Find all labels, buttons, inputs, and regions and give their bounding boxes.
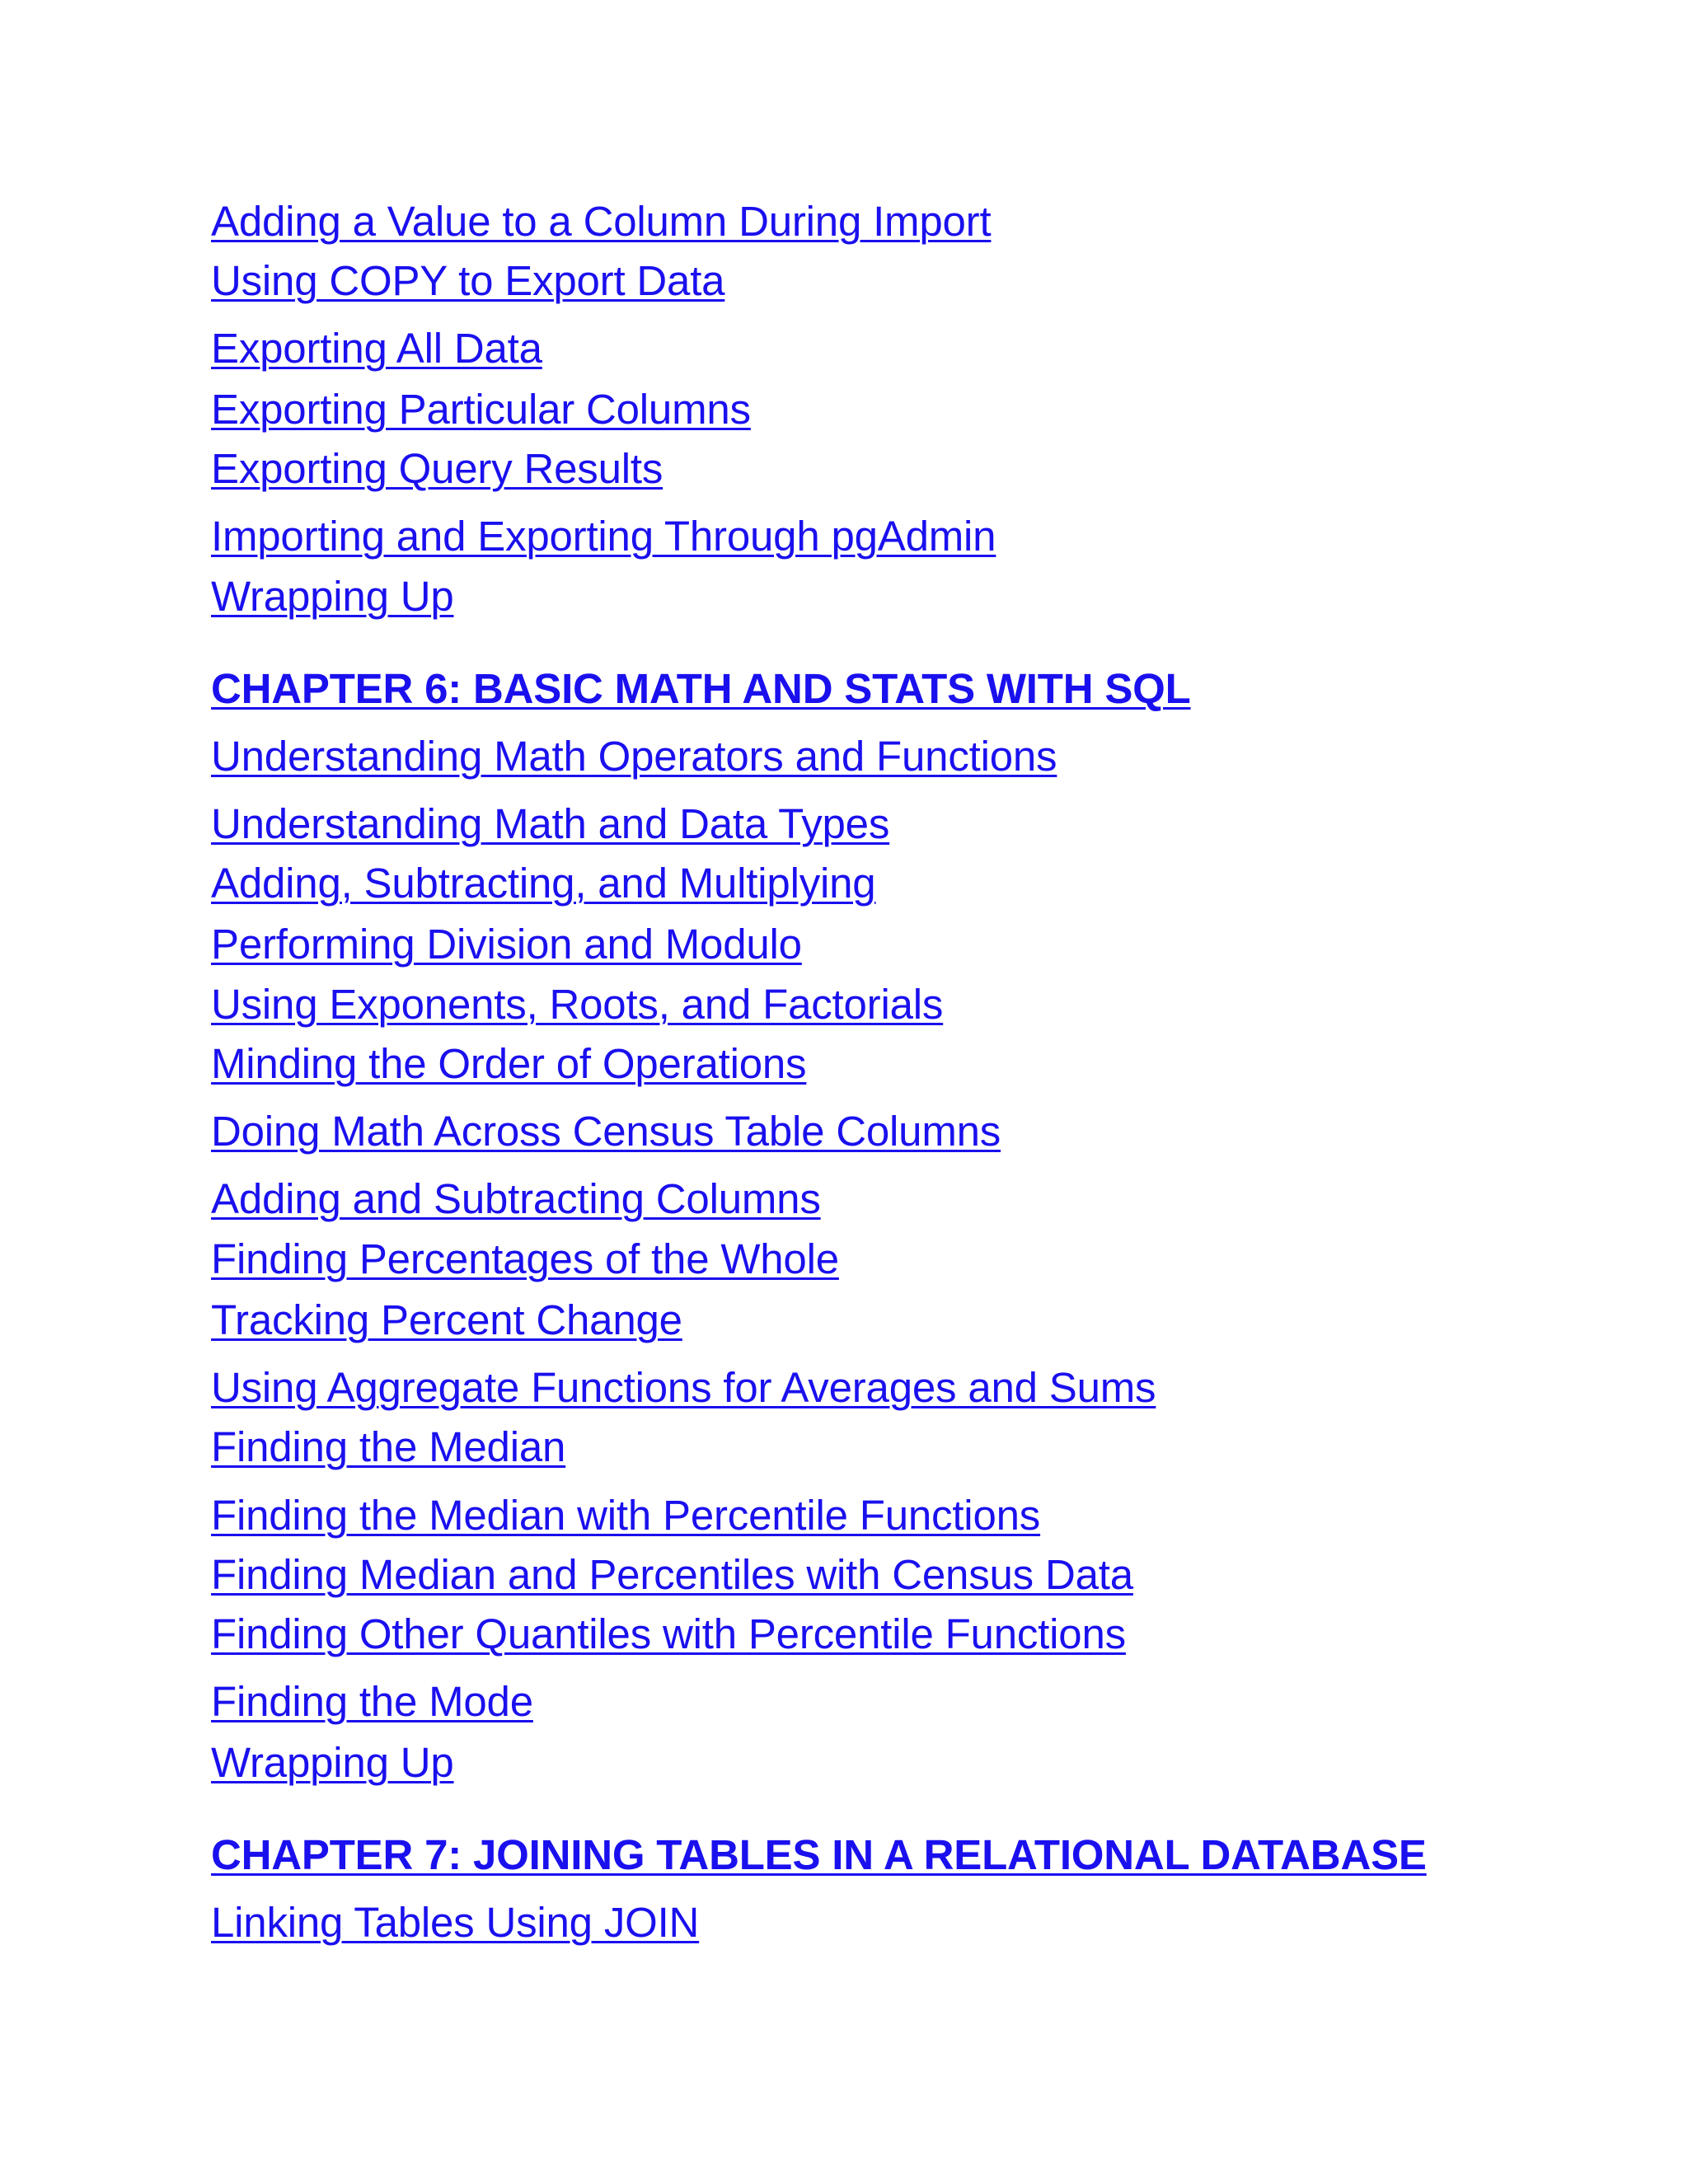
toc-link-tracking-percent-change[interactable]: Tracking Percent Change [211, 1296, 682, 1343]
toc-link-exponents-roots-factorials[interactable]: Using Exponents, Roots, and Factorials [211, 981, 944, 1028]
toc-link-exporting-all-data[interactable]: Exporting All Data [211, 325, 542, 372]
toc-link-percentages-of-whole[interactable]: Finding Percentages of the Whole [211, 1235, 839, 1282]
toc-link-understanding-math-operators[interactable]: Understanding Math Operators and Functions [211, 733, 1057, 780]
toc-link-adding-subtracting-columns[interactable]: Adding and Subtracting Columns [211, 1175, 821, 1222]
toc-link-using-copy-to-export[interactable]: Using COPY to Export Data [211, 257, 725, 304]
toc-link-finding-median[interactable]: Finding the Median [211, 1423, 566, 1470]
toc-link-aggregate-functions[interactable]: Using Aggregate Functions for Averages and Sums [211, 1364, 1156, 1411]
toc-link-other-quantiles[interactable]: Finding Other Quantiles with Percentile Functions [211, 1610, 1126, 1657]
toc-link-finding-mode[interactable]: Finding the Mode [211, 1678, 533, 1725]
toc-link-adding-subtracting-multiplying[interactable]: Adding, Subtracting, and Multiplying [211, 860, 876, 907]
toc-link-wrapping-up-ch5[interactable]: Wrapping Up [211, 573, 454, 620]
toc-link-median-percentile-functions[interactable]: Finding the Median with Percentile Functions [211, 1492, 1041, 1539]
toc-link-understanding-math-data-types[interactable]: Understanding Math and Data Types [211, 800, 890, 847]
toc-link-order-of-operations[interactable]: Minding the Order of Operations [211, 1040, 807, 1087]
toc-link-chapter-7[interactable]: CHAPTER 7: JOINING TABLES IN A RELATIONAL DATABASE [211, 1831, 1427, 1878]
toc-link-linking-tables-join[interactable]: Linking Tables Using JOIN [211, 1899, 700, 1946]
toc-link-median-percentiles-census[interactable]: Finding Median and Percentiles with Census Data [211, 1551, 1133, 1598]
toc-link-exporting-particular-columns[interactable]: Exporting Particular Columns [211, 386, 751, 433]
toc-link-division-modulo[interactable]: Performing Division and Modulo [211, 921, 802, 968]
toc-link-wrapping-up-ch6[interactable]: Wrapping Up [211, 1739, 454, 1786]
toc-link-math-across-census-columns[interactable]: Doing Math Across Census Table Columns [211, 1108, 1001, 1155]
toc-link-exporting-query-results[interactable]: Exporting Query Results [211, 445, 663, 492]
toc-link-importing-exporting-pgadmin[interactable]: Importing and Exporting Through pgAdmin [211, 513, 996, 560]
toc-link-chapter-6[interactable]: CHAPTER 6: BASIC MATH AND STATS WITH SQL [211, 665, 1191, 712]
toc-link-adding-value-during-import[interactable]: Adding a Value to a Column During Import [211, 198, 992, 245]
